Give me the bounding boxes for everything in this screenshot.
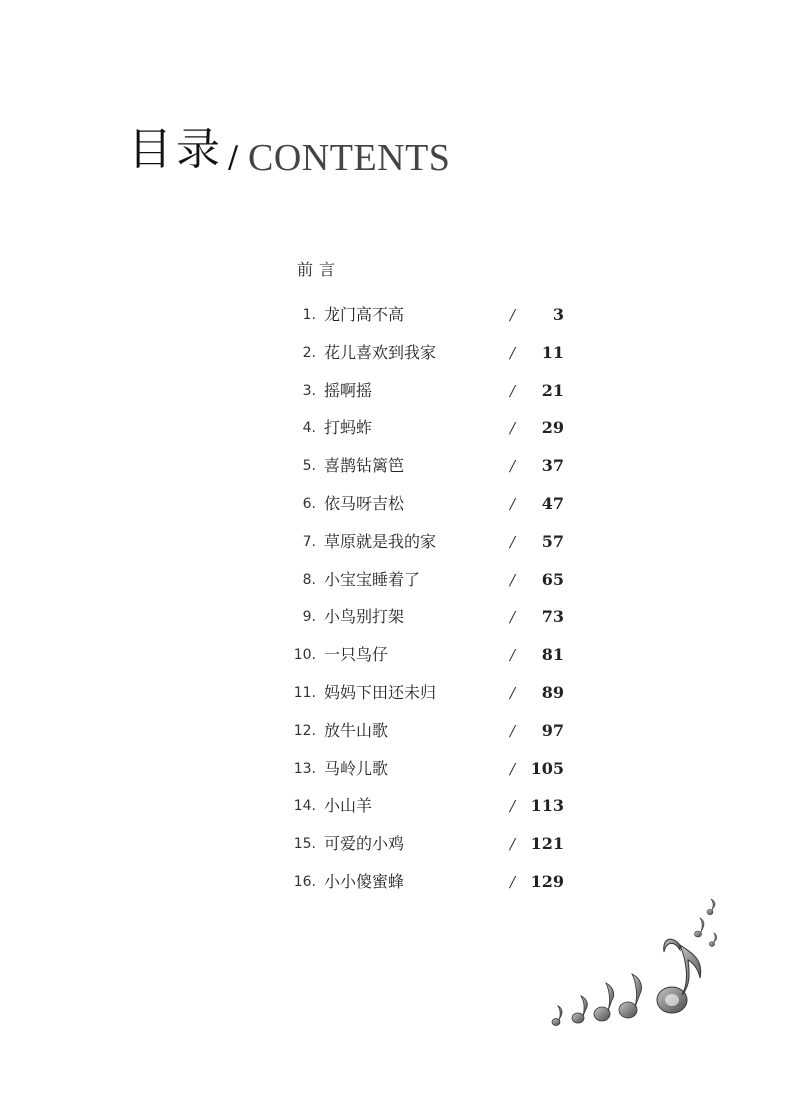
toc-entry-separator: / [510, 571, 516, 589]
toc-entry-title[interactable]: 小山羊 [324, 796, 373, 815]
toc-entry[interactable] [0, 376, 800, 406]
toc-entry[interactable] [0, 791, 800, 821]
toc-entry-separator: / [510, 533, 516, 551]
toc-entry-title[interactable]: 小鸟别打架 [324, 607, 405, 626]
toc-entry-number: 8. [302, 572, 316, 588]
toc-entry-page-number: 65 [541, 570, 564, 589]
toc-entry-page-number: 113 [530, 796, 564, 815]
toc-entry-page-number: 81 [541, 645, 564, 664]
toc-entry-title[interactable]: 打蚂蚱 [324, 418, 373, 437]
toc-entry-title[interactable]: 妈妈下田还未归 [324, 683, 437, 702]
toc-entry-title[interactable]: 小小傻蜜蜂 [324, 872, 405, 891]
toc-entry-number: 9. [302, 609, 316, 625]
toc-entry[interactable] [0, 829, 800, 859]
toc-entry-title[interactable]: 花儿喜欢到我家 [324, 343, 437, 362]
toc-entry-number: 2. [302, 345, 316, 361]
title-english: CONTENTS [248, 137, 451, 179]
toc-entry-page-number: 3 [552, 305, 564, 324]
toc-entry-title[interactable]: 龙门高不高 [324, 305, 405, 324]
toc-entry-separator: / [510, 646, 516, 664]
music-notes-icon [540, 890, 730, 1040]
toc-entry-number: 15. [293, 836, 316, 852]
toc-entry-title[interactable]: 放牛山歌 [324, 721, 389, 740]
toc-entry-number: 13. [293, 761, 316, 777]
toc-entry-separator: / [510, 344, 516, 362]
toc-entry-separator: / [510, 382, 516, 400]
toc-entry-number: 10. [293, 647, 316, 663]
toc-entry-page-number: 129 [530, 872, 564, 891]
toc-entry-title[interactable]: 草原就是我的家 [324, 532, 437, 551]
toc-entry[interactable] [0, 527, 800, 557]
toc-entry-title[interactable]: 马岭儿歌 [324, 759, 389, 778]
toc-entry[interactable] [0, 565, 800, 595]
toc-entry-title[interactable]: 摇啊摇 [324, 381, 373, 400]
title-slash: / [228, 140, 239, 175]
toc-entry-page-number: 29 [541, 418, 564, 437]
toc-entry-separator: / [510, 306, 516, 324]
title-chinese: 目录 [128, 124, 224, 175]
toc-entry-number: 7. [302, 534, 316, 550]
toc-entry[interactable] [0, 338, 800, 368]
toc-entry[interactable] [0, 451, 800, 481]
toc-entry-separator: / [510, 457, 516, 475]
toc-entry[interactable] [0, 602, 800, 632]
toc-entry-title[interactable]: 小宝宝睡着了 [324, 570, 421, 589]
toc-entry-number: 14. [293, 798, 316, 814]
toc-entry-page-number: 73 [541, 607, 564, 626]
toc-entry-page-number: 105 [530, 759, 564, 778]
toc-entry-title[interactable]: 一只鸟仔 [324, 645, 389, 664]
toc-entry-separator: / [510, 495, 516, 513]
toc-entry-separator: / [510, 722, 516, 740]
toc-entry[interactable] [0, 640, 800, 670]
toc-entry-title[interactable]: 依马呀吉松 [324, 494, 405, 513]
toc-entry[interactable] [0, 678, 800, 708]
toc-entry-number: 16. [293, 874, 316, 890]
toc-entry-separator: / [510, 835, 516, 853]
toc-entry-title[interactable]: 喜鹊钻篱笆 [324, 456, 405, 475]
toc-entry-page-number: 11 [541, 343, 564, 362]
toc-entry-number: 6. [302, 496, 316, 512]
toc-entry[interactable] [0, 489, 800, 519]
toc-entry-separator: / [510, 873, 516, 891]
toc-entry[interactable] [0, 413, 800, 443]
toc-entry-separator: / [510, 760, 516, 778]
toc-entry-number: 11. [293, 685, 316, 701]
toc-entry-page-number: 89 [541, 683, 564, 702]
toc-entry[interactable] [0, 716, 800, 746]
toc-entry-separator: / [510, 608, 516, 626]
toc-entry[interactable] [0, 754, 800, 784]
toc-entry-separator: / [510, 419, 516, 437]
toc-entry-number: 3. [302, 383, 316, 399]
toc-preface-link[interactable]: 前言 [297, 260, 342, 279]
toc-entry-separator: / [510, 797, 516, 815]
toc-entry-number: 4. [302, 420, 316, 436]
toc-entry-page-number: 47 [541, 494, 564, 513]
toc-entry-title[interactable]: 可爱的小鸡 [324, 834, 405, 853]
toc-entry-page-number: 37 [541, 456, 564, 475]
toc-entry-number: 5. [302, 458, 316, 474]
toc-entry-page-number: 57 [541, 532, 564, 551]
toc-entry-page-number: 97 [541, 721, 564, 740]
toc-entry[interactable] [0, 300, 800, 330]
toc-entry-number: 1. [302, 307, 316, 323]
toc-entry-page-number: 21 [541, 381, 564, 400]
toc-entry-page-number: 121 [530, 834, 564, 853]
toc-entry-separator: / [510, 684, 516, 702]
toc-entry-number: 12. [293, 723, 316, 739]
